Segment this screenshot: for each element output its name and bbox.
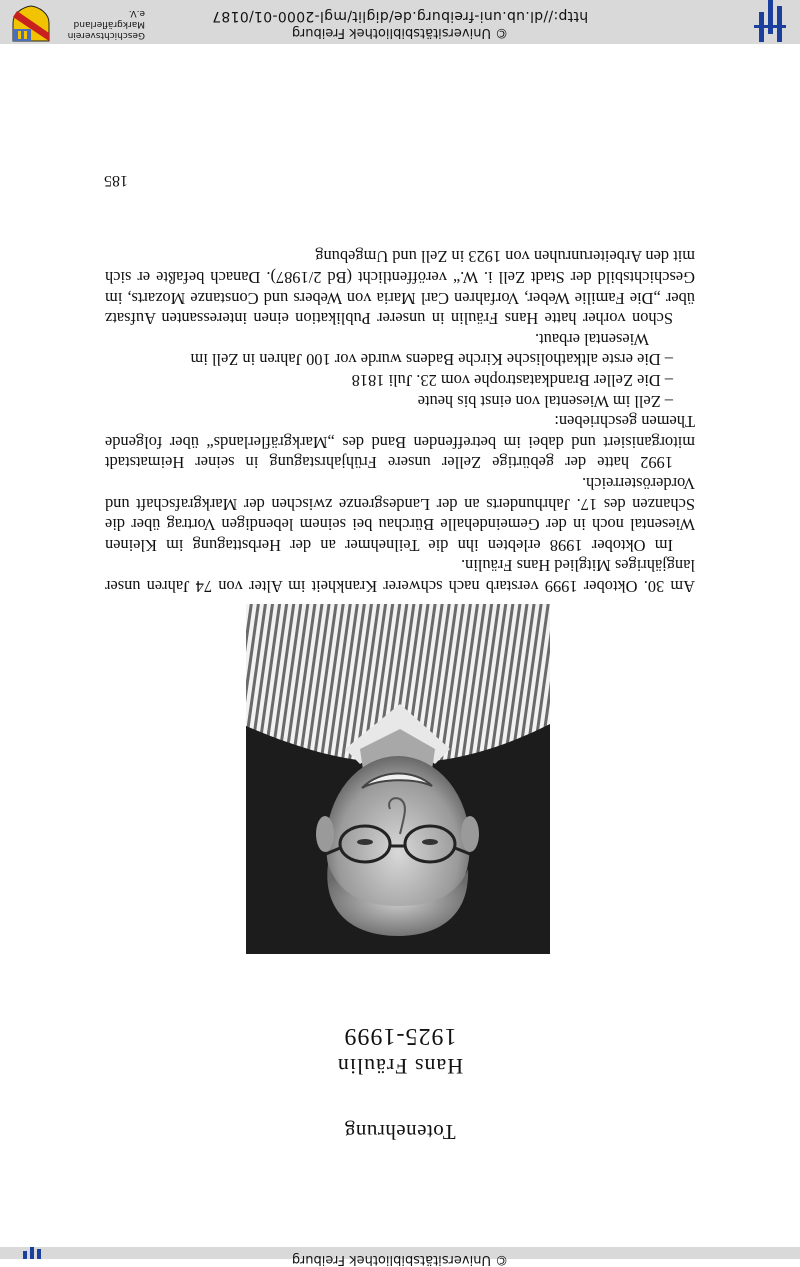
deceased-name: Hans Fräulin [336,1054,464,1079]
society-name [55,7,145,40]
permalink-url[interactable]: http://dl.ub.uni-freiburg.de/diglit/mgl-2000-01/0187 [211,8,589,24]
topic-3: – Die erste altkatholische Kirche Badens wurde vor 100 Jahren in Zell im [190,350,673,370]
page-title: Totenehrung [344,1120,456,1144]
page-number: 185 [104,172,128,189]
paragraph-3: 1992 hatte der gebürtige Zeller unsere Frühjahrstagung in seiner Heimatstadt mitorganisiert und dabei im betreffenden Band des „Markgräflerlands“ über folgende Themen geschrieben: [105,412,695,473]
paragraph-4: Schon vorher hatte Hans Fräulin in unserer Publikation einen interessanten Aufsatz über „Die Familie Weber, Vorfahren Carl Maria von Webers und Constanze Mozarts, im Geschichtsbild der Stadt Zell i. W.“ veröffentlicht (Bd 2/1987). Danach befaßte er sich mit den Arbeiterunruhen von 1923 in Zell und Umgebung [105,247,695,329]
university-logo-icon [17,1247,45,1259]
paragraph-2: Im Oktober 1998 erlebten ihn die Teilnehmer an der Herbsttagung im Kleinen Wiesental noch in der Gemeindehalle Bürchau bei seinem lebendigen Vortrag über die Schanzen des 17. Jahrhunderts an der Landesgrenze zwischen der Markgrafschaft und Vorderösterreich. [105,474,695,555]
life-years: 1925-1999 [343,1023,457,1049]
coat-of-arms-icon[interactable] [11,5,51,43]
topic-2: – Die Zeller Brandkatastrophe vom 23. Juli 1818 [351,371,673,391]
topic-3-continued: Wiesental erbaut. [534,329,649,349]
society-name-line-2: Markgräflerland e.V. [73,8,145,29]
topic-1: – Zell im Wiesental von einst bis heute [417,391,673,411]
university-logo-icon[interactable] [752,0,788,42]
top-viewer-bar [0,1247,800,1267]
obituary-text [105,246,695,596]
society-name-line-1: Geschichtsverein [67,30,145,40]
top-library-text: © Universitätsbibliothek Freiburg [291,1252,509,1267]
paragraph-1: Am 30. Oktober 1999 verstarb nach schwerer Krankheit im Alter von 74 Jahren unser langjähriges Mitglied Hans Fräulin. [105,556,695,596]
portrait-photo [246,604,550,954]
copyright-notice: © Universitätsbibliothek Freiburg [291,25,509,40]
